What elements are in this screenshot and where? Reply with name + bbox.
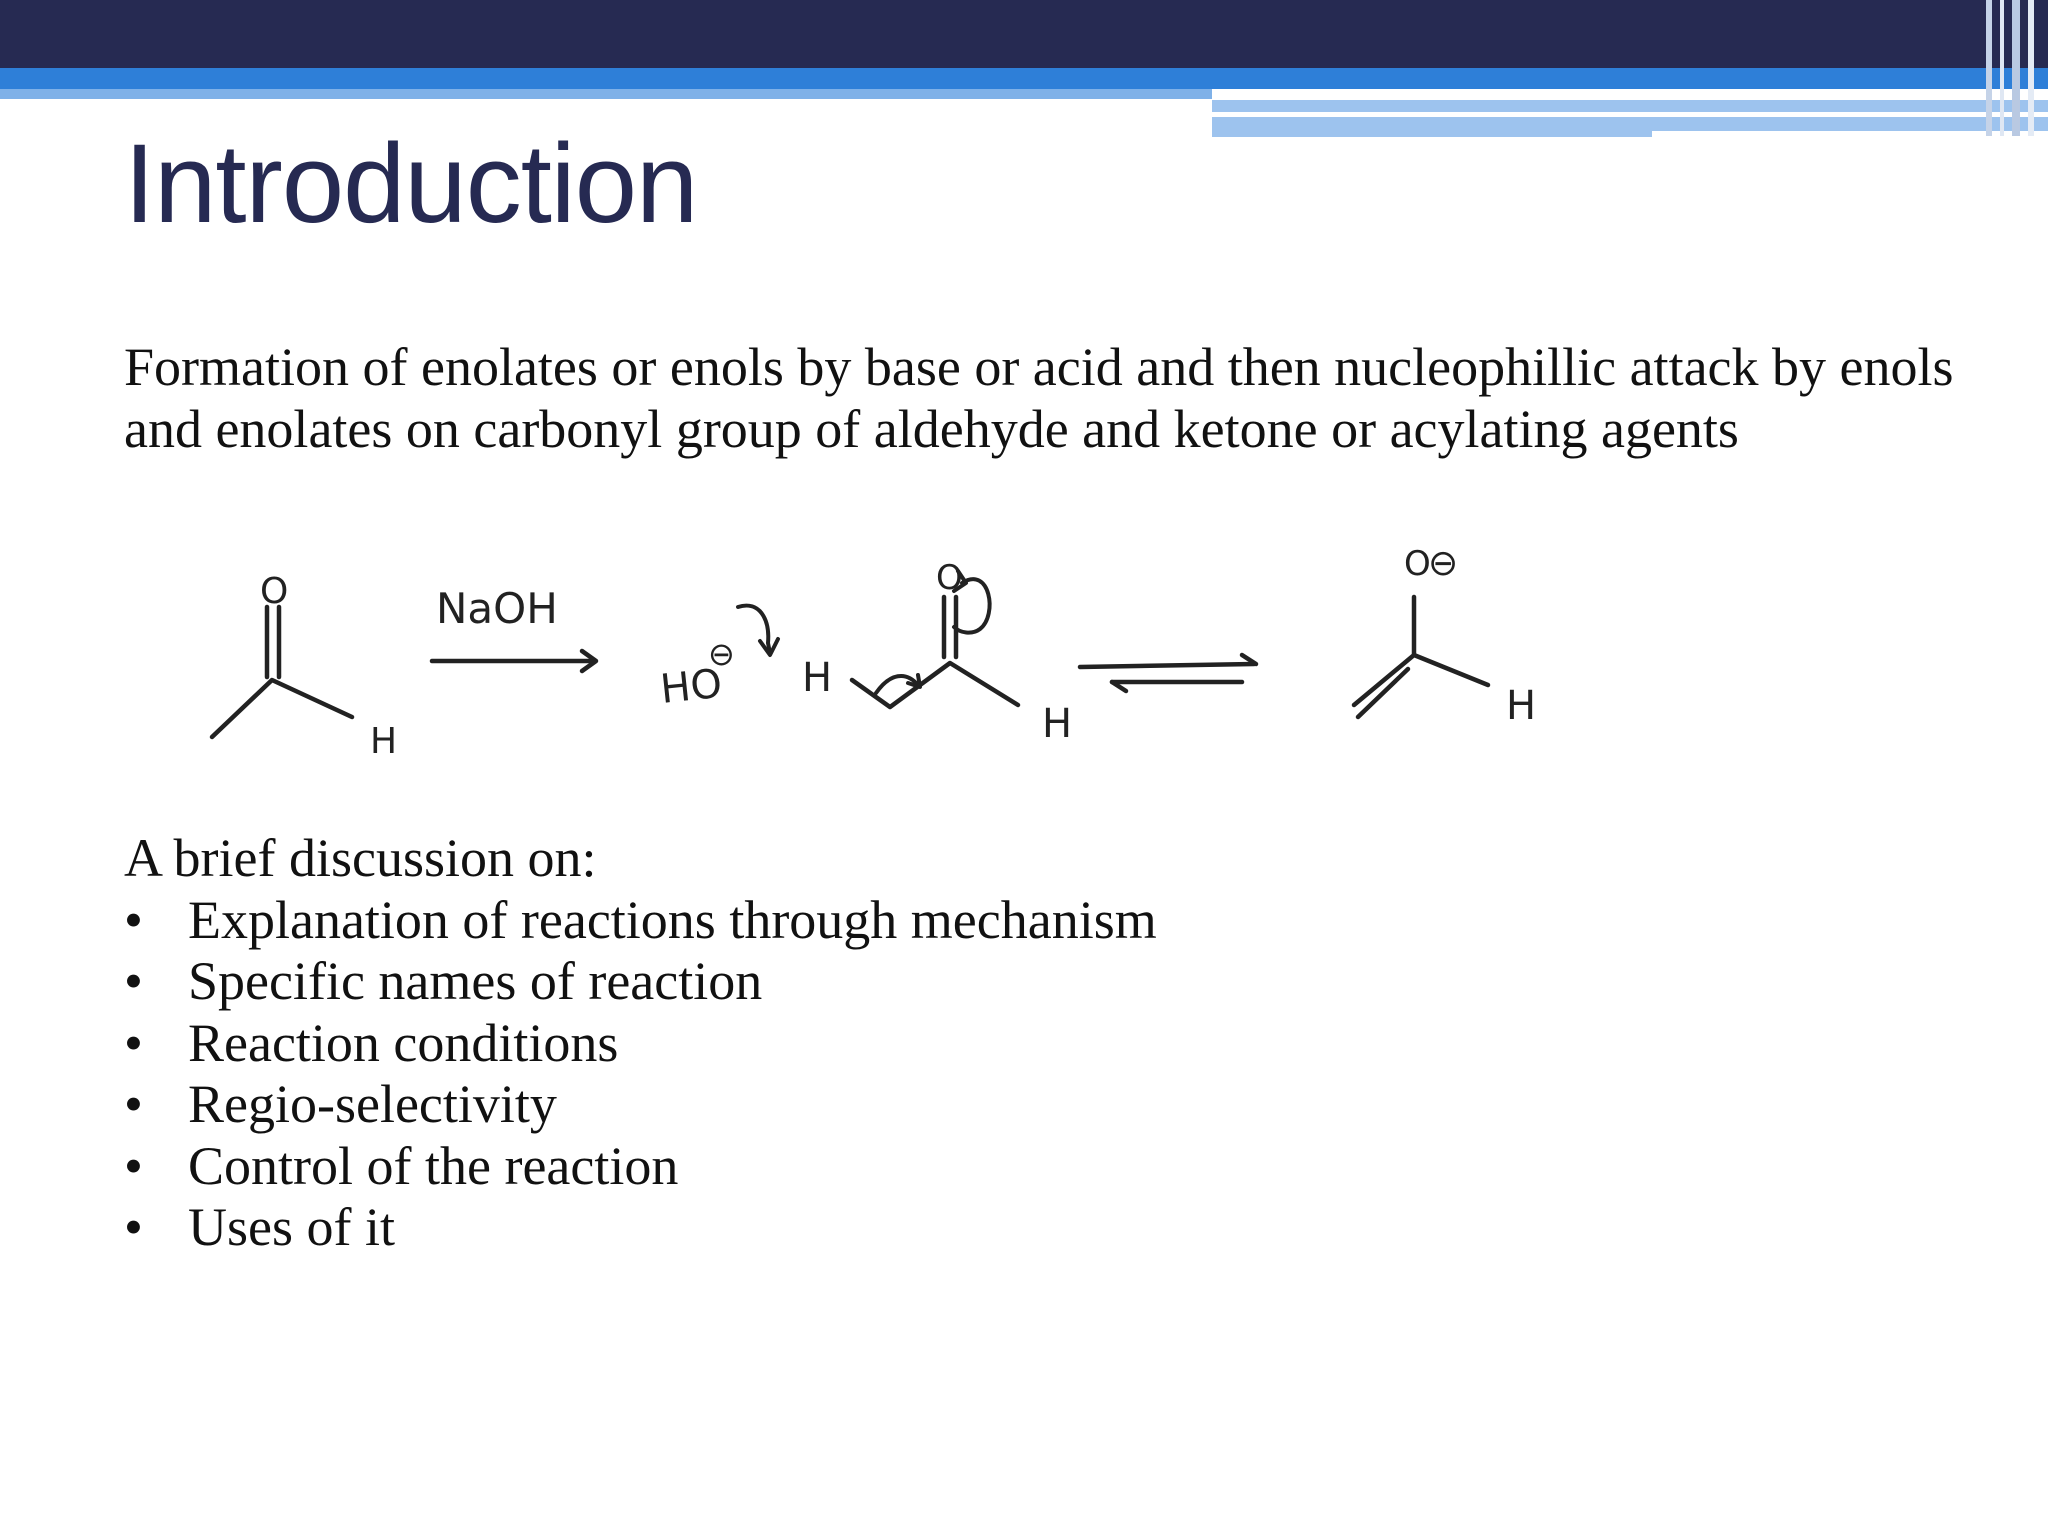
intermediate-hydrogen-label: H [1042, 701, 1073, 747]
list-item-text: Regio-selectivity [188, 1074, 557, 1134]
enolate-structure [1354, 597, 1488, 717]
header-stripe-edge-3 [2012, 0, 2020, 136]
bullet-icon: • [124, 889, 143, 950]
alpha-hydrogen-label: H [802, 655, 833, 701]
header-stripe-light-left [0, 89, 1212, 99]
list-item-text: Reaction conditions [188, 1012, 619, 1073]
enolate-hydrogen-label: H [1506, 683, 1537, 729]
hydroxide-label: HO [658, 660, 725, 713]
reaction-scheme [190, 505, 1570, 795]
list-item [124, 1074, 1157, 1136]
header-stripe-edge-1 [1986, 0, 1992, 136]
aldehyde-hydrogen-label: H [370, 721, 398, 762]
header-stripe-light-right [1212, 100, 2048, 112]
enolate-charge-label: ⊖ [1428, 543, 1459, 584]
bullet-icon: • [124, 1012, 143, 1073]
curved-arrow-hydroxide [738, 606, 778, 655]
list-item-text: Control of the reaction [188, 1135, 679, 1196]
topic-list [124, 890, 1157, 1259]
header-stripe-edge-4 [2028, 0, 2034, 136]
list-item-text: Specific names of reaction [188, 951, 763, 1011]
list-item [124, 890, 1157, 952]
equilibrium-arrows [1080, 655, 1256, 691]
list-item [124, 1136, 1157, 1198]
bullet-icon: • [124, 1197, 143, 1257]
header-stripe-main [0, 68, 2048, 89]
intermediate-oxygen-label: O [936, 558, 963, 598]
reaction-arrow [432, 651, 596, 671]
carbonyl-oxygen-label: O [260, 571, 289, 612]
bullet-icon: • [124, 951, 143, 1011]
header-bar [0, 0, 2048, 68]
header-stripe-edge-2 [2000, 0, 2004, 136]
discussion-heading: A brief discussion on: [124, 828, 597, 888]
list-item [124, 951, 1157, 1013]
bullet-icon: • [124, 1135, 143, 1196]
list-item [124, 1197, 1157, 1259]
discussion-section [124, 828, 1157, 1259]
intro-paragraph: Formation of enolates or enols by base or acid and then nucleophillic attack by enols and enolates on carbonyl group of aldehyde and ketone or acylating agents [124, 337, 1954, 459]
page-title: Introduction [124, 121, 698, 246]
reagent-label: NaOH [436, 584, 558, 633]
acetaldehyde-structure [212, 607, 352, 737]
hydroxide-charge-label: ⊖ [708, 635, 735, 673]
list-item [124, 1013, 1157, 1075]
bullet-icon: • [124, 1074, 143, 1134]
list-item-text: Uses of it [188, 1197, 395, 1257]
enolate-oxygen-label: O [1404, 544, 1431, 584]
list-item-text: Explanation of reactions through mechanism [188, 889, 1157, 950]
